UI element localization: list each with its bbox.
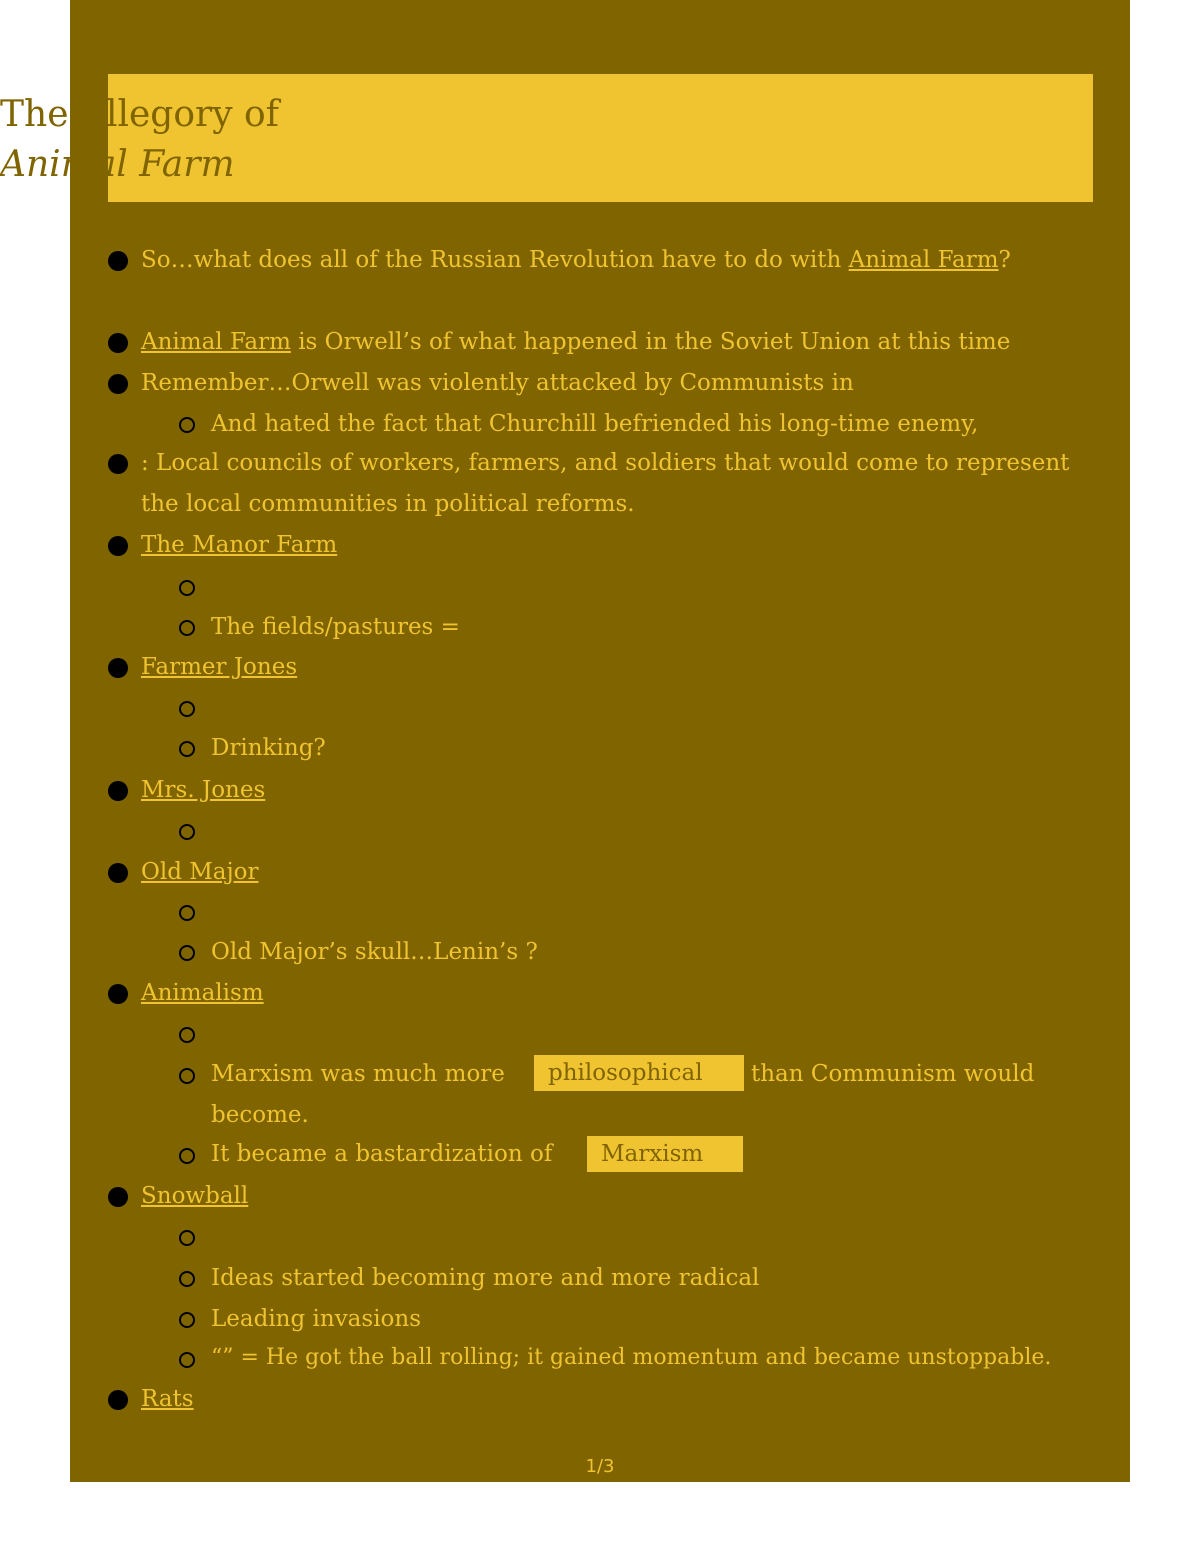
bastardization-line: It became a bastardization of xyxy=(211,1141,553,1167)
bullet-icon xyxy=(108,374,128,394)
marxism-line-a: Marxism was much more xyxy=(211,1061,505,1087)
hated-line: And hated the fact that Churchill befriended his long-time enemy, xyxy=(211,411,979,437)
sub-bullet-icon xyxy=(179,1312,195,1328)
animal-farm-title: Animal Farm xyxy=(848,247,999,273)
bullet-icon xyxy=(108,251,128,271)
sub-bullet-icon xyxy=(179,905,195,921)
bullet-icon xyxy=(108,781,128,801)
sub-bullet-icon xyxy=(179,1230,195,1246)
title-line-2: Animal Farm xyxy=(0,144,235,185)
sub-bullet-icon xyxy=(179,620,195,636)
ideas-line: Ideas started becoming more and more radical xyxy=(211,1265,760,1291)
question-text: So…what does all of the Russian Revolution have to do with xyxy=(141,247,849,273)
philosophical-highlight: philosophical xyxy=(534,1055,744,1091)
sub-bullet-icon xyxy=(179,1068,195,1084)
marxism-line-c: become. xyxy=(211,1102,309,1128)
sub-bullet-icon xyxy=(179,1027,195,1043)
bullet-icon xyxy=(108,536,128,556)
bullet-icon xyxy=(108,658,128,678)
animalism-heading: Animalism xyxy=(141,980,264,1006)
sub-bullet-icon xyxy=(179,945,195,961)
bullet-icon xyxy=(108,984,128,1004)
sub-bullet-icon xyxy=(179,701,195,717)
question-line xyxy=(141,246,1011,274)
bullet-icon xyxy=(108,333,128,353)
old-major-heading: Old Major xyxy=(141,859,259,885)
sub-bullet-icon xyxy=(179,417,195,433)
rats-heading: Rats xyxy=(141,1386,194,1412)
bullet-icon xyxy=(108,863,128,883)
remember-line: Remember…Orwell was violently attacked by Communists in xyxy=(141,370,854,396)
bullet-icon xyxy=(108,1390,128,1410)
soviets-line-1: : Local councils of workers, farmers, and soldiers that would come to represent xyxy=(141,450,1070,476)
sub-bullet-icon xyxy=(179,1271,195,1287)
fields-line: The fields/pastures = xyxy=(211,614,460,640)
title-line-1: The Allegory of xyxy=(0,94,279,135)
sub-bullet-icon xyxy=(179,580,195,596)
page-number: 1/3 xyxy=(585,1456,615,1477)
animal-farm-line xyxy=(141,328,1010,356)
invasions-line: Leading invasions xyxy=(211,1306,422,1332)
sub-bullet-icon xyxy=(179,741,195,757)
marxism-highlight: Marxism xyxy=(587,1136,743,1172)
drinking-line: Drinking? xyxy=(211,735,326,761)
animal-farm-text: is Orwell’s of what happened in the Soviet Union at this time xyxy=(290,329,1011,355)
snowball-heading: Snowball xyxy=(141,1183,249,1209)
soviets-line-2: the local communities in political reforms. xyxy=(141,491,635,517)
farmer-jones-heading: Farmer Jones xyxy=(141,654,298,680)
sub-bullet-icon xyxy=(179,1148,195,1164)
animal-farm-title: Animal Farm xyxy=(141,329,291,355)
sub-bullet-icon xyxy=(179,824,195,840)
question-mark: ? xyxy=(998,247,1011,273)
sub-bullet-icon xyxy=(179,1352,195,1368)
bullet-icon xyxy=(108,454,128,474)
ball-line: “” = He got the ball rolling; it gained momentum and became unstoppable. xyxy=(211,1345,1052,1370)
marxism-line-b: than Communism would xyxy=(751,1061,1035,1087)
manor-farm-heading: The Manor Farm xyxy=(141,532,338,558)
bullet-icon xyxy=(108,1187,128,1207)
skull-line: Old Major’s skull…Lenin’s ? xyxy=(211,939,538,965)
mrs-jones-heading: Mrs. Jones xyxy=(141,777,266,803)
